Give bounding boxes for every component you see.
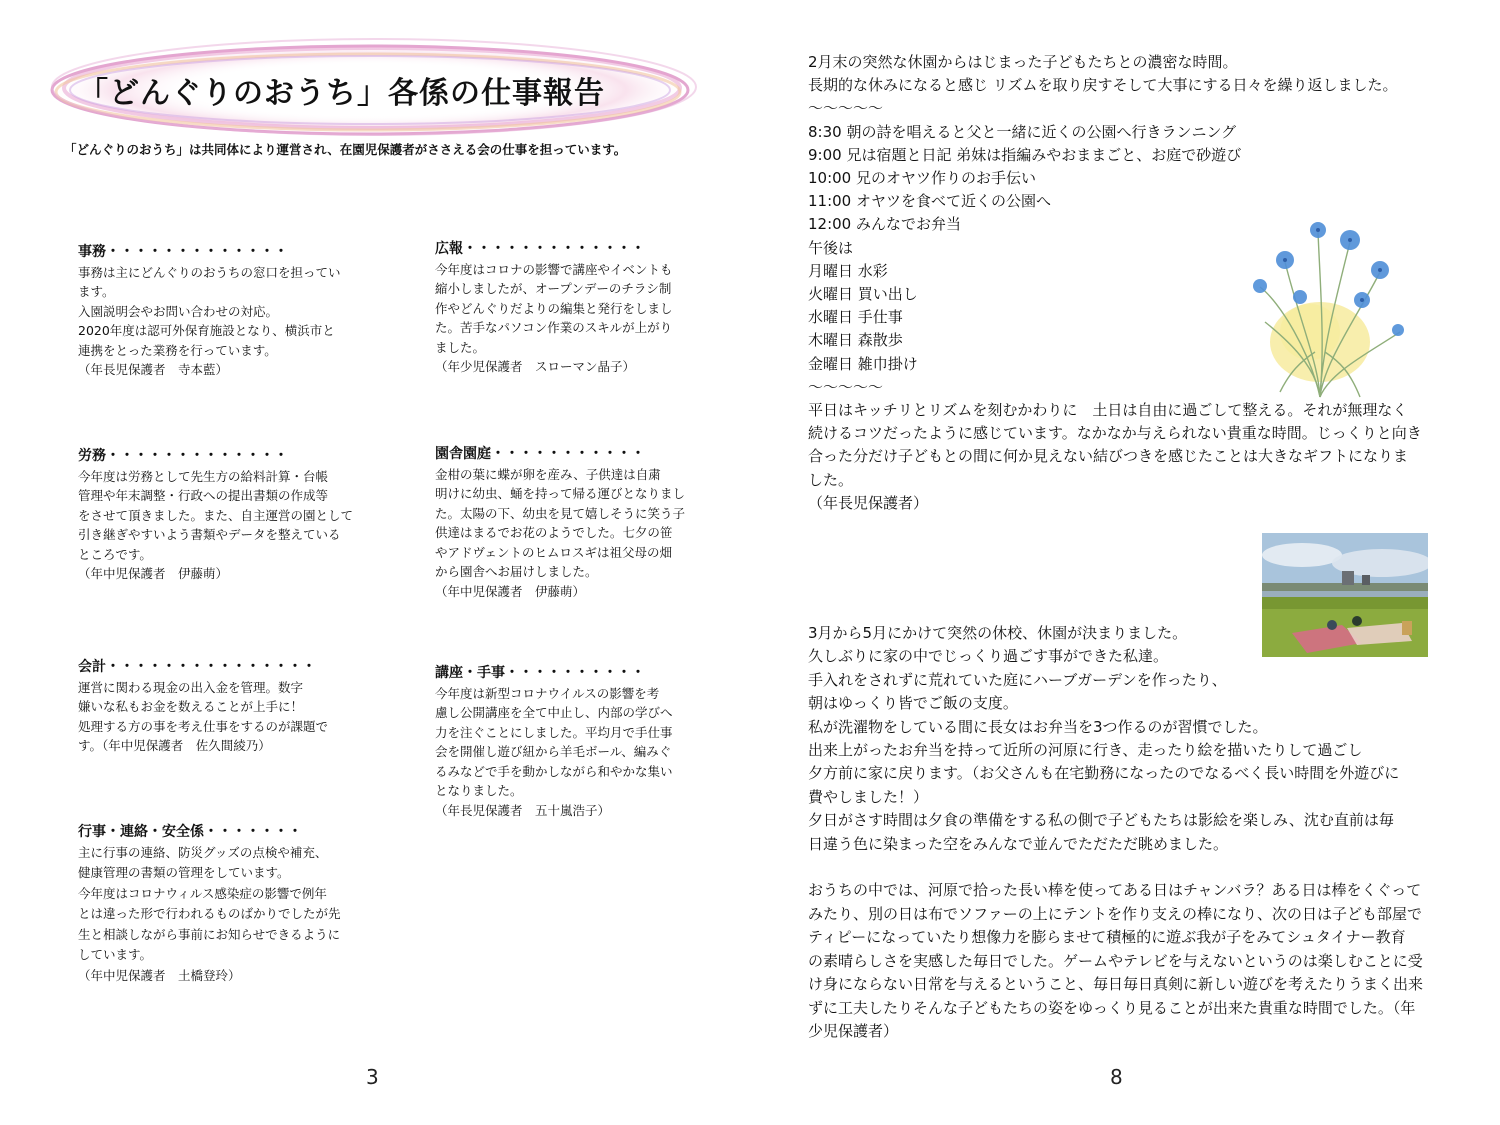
section-line: （年中児保護者 伊藤萌） (435, 583, 586, 599)
essay-line: 少児保護者） (808, 1021, 899, 1040)
title-banner (40, 38, 700, 142)
essay-line: 日違う色に染まった空をみんなで並んでただただ眺めました。 (808, 834, 1229, 853)
section-ensha-entei (435, 445, 725, 601)
essay-line: 8:30 朝の詩を唱えると父と一緒に近くの公園へ行きランニング (808, 122, 1237, 141)
essay-line: 〜〜〜〜〜 (808, 99, 884, 118)
essay-line: ティピーになっていたり想像力を膨らませて積極的に遊ぶ我が子をみてシュタイナー教育 (808, 928, 1406, 947)
section-line: 慮し公開講座を全て中止し、内部の学びへ (435, 705, 673, 720)
essay-line: 出来上がったお弁当を持って近所の河原に行き、走ったり絵を描いたりして過ごし (808, 741, 1363, 760)
section-heading: 会計・・・・・・・・・・・・・・・ (78, 659, 316, 675)
essay-line: 金曜日 雑巾掛け (808, 354, 918, 373)
section-line: 引き継ぎやすいよう書類やデータを整えている (78, 527, 341, 542)
section-line: （年少児保護者 スローマン晶子） (435, 359, 636, 374)
section-line: から園舎へお届けしました。 (435, 564, 598, 579)
section-line: ところです。 (78, 546, 152, 562)
section-line: （年長児保護者 寺本藍） (78, 362, 229, 377)
section-line: 運営に関わる現金の出入金を管理。数字 (78, 679, 304, 695)
section-kaikei (78, 658, 378, 756)
section-line: 連携をとった業務を行っています。 (78, 342, 277, 358)
essay-line: 久しぶりに家の中でじっくり過ごす事ができた私達。 (808, 647, 1169, 666)
section-line: 嫌いな私もお金を数えることが上手に！ (78, 699, 304, 714)
essay-line: 続けるコツだったように感じています。なかなか与えられない貴重な時間。じっくりと向き (808, 424, 1422, 443)
section-line: す。（年中児保護者 佐久間綾乃） (78, 738, 271, 753)
essay-line: 費やしました！） (808, 787, 929, 806)
section-line: とは違った形で行われるものばかりでしたが先 (78, 906, 341, 921)
section-heading: 講座・手事・・・・・・・・・・ (435, 665, 645, 681)
essay-line: の素晴らしさを実感した毎日でした。ゲームやテレビを与えないというのは楽しむことに受 (808, 951, 1423, 970)
section-line: 管理や年末調整・行政への提出書類の作成等 (78, 488, 329, 503)
section-heading: 行事・連絡・安全係・・・・・・・ (78, 824, 302, 840)
essay-line: 手入れをされずに荒れていた庭にハーブガーデンを作ったり、 (808, 670, 1227, 689)
intro-text: 「どんぐりのおうち」は共同体により運営され、在園児保護者がささえる会の仕事を担っています。 (64, 142, 627, 157)
section-line: 主に行事の連絡、防災グッズの点検や補充、 (78, 844, 328, 860)
section-line: （年中児保護者 土橋登玲） (78, 967, 241, 983)
section-line: るみなどで手を動かしながら和やかな集い (435, 763, 673, 779)
essay-line: 合った分だけ子どもとの間に何か見えない結びつきを感じたことは大きなギフトになりま (808, 447, 1409, 466)
section-line: （年中児保護者 伊藤萌） (78, 566, 229, 581)
section-heading: 広報・・・・・・・・・・・・・ (435, 241, 645, 257)
section-line: しています。 (78, 947, 153, 962)
essay-line: （年長児保護者） (808, 493, 929, 512)
section-line: 供達はまるでお花のようでした。七夕の笹 (435, 525, 673, 540)
essay-line: 夕方前に家に戻ります。（お父さんも在宅勤務になったのでなるべく長い時間を外遊びに (808, 764, 1400, 783)
section-line: やアドヴェントのヒムロスギは祖父母の畑 (435, 544, 673, 560)
section-line: た。太陽の下、幼虫を見て嬉しそうに笑う子 (435, 505, 686, 521)
section-line: 作やどんぐりだよりの編集と発行をしまし (435, 300, 673, 316)
section-line: た。苦手なパソコン作業のスキルが上がり (435, 320, 673, 335)
cornflower-illustration (1240, 202, 1420, 402)
essay-line: 長期的な休みになると感じ リズムを取り戻すそして大事にする日々を繰り返しました。 (808, 76, 1398, 95)
essay-line: 朝はゆっくり皆でご飯の支度。 (808, 694, 1018, 713)
section-heading: 園舎園庭・・・・・・・・・・・ (435, 446, 645, 462)
section-line: となりました。 (435, 783, 523, 798)
essay-line: 火曜日 買い出し (808, 285, 918, 304)
essay-line: ずに工夫したりそんな子どもたちの姿をゆっくり見ることが出来た貴重な時間でした。（年 (808, 998, 1416, 1017)
section-line: をさせて頂きました。また、自主運営の園として (78, 507, 354, 523)
essay-line: 私が洗濯物をしている間に長女はお弁当を3つ作るのが習慣でした。 (808, 717, 1268, 736)
section-gyouji-renraku-anzen (78, 822, 388, 986)
right-page (750, 0, 1500, 1125)
section-line: 処理する方の事を考え仕事をするのが課題で (78, 718, 329, 734)
section-heading: 労務・・・・・・・・・・・・・ (78, 448, 288, 464)
essay-line: 木曜日 森散歩 (808, 331, 903, 350)
essay-line: 平日はキッチリとリズムを刻むかわりに 土日は自由に過ごして整える。それが無理なく (808, 401, 1408, 420)
essay-line: みたり、別の日は布でソファーの上にテントを作り支えの棒になり、次の日は子ども部屋で (808, 904, 1422, 923)
section-line: 明けに幼虫、蛹を持って帰る運びとなりまし (435, 486, 686, 501)
page-number: 3 (366, 1065, 379, 1089)
section-line: 今年度はコロナウィルス感染症の影響で例年 (78, 885, 327, 901)
section-line: 金柑の葉に蝶が卵を産み、子供達は自粛 (435, 466, 661, 482)
section-line: （年長児保護者 五十嵐浩子） (435, 802, 611, 818)
section-line: 健康管理の書類の管理をしています。 (78, 865, 290, 880)
section-line: 入園説明会やお問い合わせの対応。 (78, 303, 279, 319)
essay-line: 月曜日 水彩 (808, 261, 888, 280)
essay-line: した。 (808, 470, 854, 489)
essay-line: 〜〜〜〜〜 (808, 377, 884, 396)
section-kouza-teshigoto (435, 664, 725, 820)
essay-line: 11:00 オヤツを食べて近くの公園へ (808, 192, 1051, 211)
section-jimu (78, 243, 378, 380)
section-line: 事務は主にどんぐりのおうちの窓口を担ってい (78, 264, 341, 280)
section-line: 今年度はコロナの影響で講座やイベントも (435, 261, 673, 277)
section-line: ます。 (78, 284, 115, 299)
section-line: ました。 (435, 339, 486, 355)
essay-line: 10:00 兄のオヤツ作りのお手伝い (808, 169, 1036, 188)
essay-line: 2月末の突然な休園からはじまった子どもたちとの濃密な時間。 (808, 53, 1238, 71)
section-line: 今年度は新型コロナウイルスの影響を考 (435, 685, 660, 701)
section-line: 会を開催し遊び紐から羊毛ボール、編みぐ (435, 744, 672, 759)
essay-line: 9:00 兄は宿題と日記 弟妹は指編みやおままごと、お庭で砂遊び (808, 145, 1242, 164)
essay-line: 3月から5月にかけて突然の休校、休園が決まりました。 (808, 624, 1188, 642)
section-line: 縮小しましたが、オープンデーのチラシ制 (435, 281, 672, 296)
section-line: 2020年度は認可外保育施設となり、横浜市と (78, 323, 335, 338)
essay-line: 12:00 みんなでお弁当 (808, 215, 961, 234)
section-line: 生と相談しながら事前にお知らせできるように (78, 926, 341, 942)
page-title: 「どんぐりのおうち」各係の仕事報告 (78, 76, 605, 111)
section-line: 今年度は労務として先生方の給料計算・台帳 (78, 468, 329, 484)
essay-line: 夕日がさす時間は夕食の準備をする私の側で子どもたちは影絵を楽しみ、沈む直前は毎 (808, 811, 1394, 830)
section-kouhou (435, 240, 725, 377)
essay-line (808, 856, 1423, 879)
essay-line: 午後は (808, 238, 854, 257)
essay-line: おうちの中では、河原で拾った長い棒を使ってある日はチャンバラ？ある日は棒をくぐって (808, 881, 1422, 900)
section-line: 力を注ぐことにしました。平均月で手仕事 (435, 724, 673, 740)
essay-line: け身にならない日常を与えるということ、毎日毎日真剣に新しい遊びを考えたりうまく出来 (808, 975, 1424, 994)
page-number: 8 (1110, 1065, 1123, 1089)
section-roumu (78, 447, 378, 584)
section-heading: 事務・・・・・・・・・・・・・ (78, 244, 288, 260)
essay-line: 水曜日 手仕事 (808, 308, 903, 327)
essay-second (808, 622, 1423, 1043)
